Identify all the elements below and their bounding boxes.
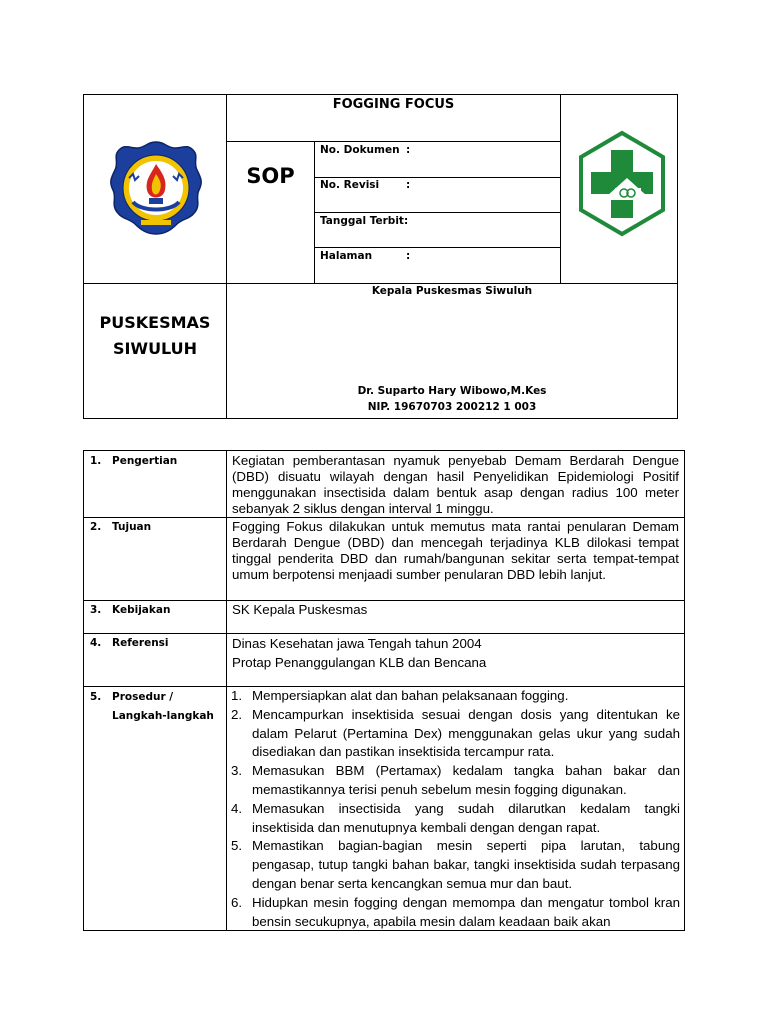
step-text: Hidupkan mesin fogging dengan memompa dan mengatur tombol kran bensin secukupnya, apabila mesin dalam keadaan baik akan xyxy=(252,894,680,929)
meta-label: Tanggal Terbit xyxy=(320,215,404,227)
step-number: 2. xyxy=(231,706,243,722)
step-number: 1. xyxy=(231,688,243,703)
org-name xyxy=(84,310,226,366)
row-label-prosedur xyxy=(90,688,224,726)
referensi-line2: Protap Penanggulangan KLB dan Bencana xyxy=(232,655,487,670)
step-text: Memastikan bagian-bagian mesin seperti pipa larutan, tabung pengasap, tutup tangki bahan bakar, tangki insektisida sudah terpasang dengan benar serta kencangkan semua mur dan baut. xyxy=(252,838,680,891)
org-name-line2: SIWULUH xyxy=(112,339,198,358)
list-item xyxy=(231,687,680,706)
row-label-referensi xyxy=(90,634,224,653)
step-text: Memasukan insectisida yang sudah dilarutkan kedalam tangki insektisida dan menutupnya kembali dengan dengan rapat. xyxy=(252,800,680,835)
tujuan-text: Fogging Fokus dilakukan untuk memutus mata rantai penularan Demam Berdarah Dengue (DBD) dan mencegah terjadinya KLB dilokasi tempat tinggal penderita DBD dan rumah/bangunan sekitar serta tempat-tempat umum berpotensi menjaadi sumber penularan DBD lebih lanjut. xyxy=(232,519,679,582)
pengertian-text: Kegiatan pemberantasan nyamuk penyebab Demam Berdarah Dengue (DBD) disuatu wilayah dengan hasil Penyelidikan Epidemiologi Positif menggunakan insectisida dalam bentuk asap dengan radius 100 meter sebanyak 2 siklus dengan interval 1 minggu. xyxy=(232,453,679,516)
approver-title: Kepala Puskesmas Siwuluh xyxy=(371,285,533,297)
kebijakan-text: SK Kepala Puskesmas xyxy=(232,602,368,617)
row-label: Kebijakan xyxy=(112,604,171,616)
list-item xyxy=(231,837,680,893)
list-item xyxy=(231,706,680,762)
approver-nip: NIP. 19670703 200212 1 003 xyxy=(367,401,537,413)
row-label-line2: Langkah-langkah xyxy=(112,710,214,722)
puskesmas-logo xyxy=(577,130,667,238)
meta-label: Halaman xyxy=(320,250,373,262)
meta-tanggal-terbit xyxy=(320,215,555,231)
meta-no-revisi xyxy=(320,179,555,195)
row-number: 3. xyxy=(90,604,102,616)
meta-value: : xyxy=(406,144,411,156)
list-item xyxy=(231,894,680,929)
sop-label: SOP xyxy=(246,164,295,188)
prosedur-steps xyxy=(231,687,680,929)
step-number: 6. xyxy=(231,894,243,910)
step-number: 3. xyxy=(231,763,243,779)
row-label-tujuan xyxy=(90,518,224,537)
list-item xyxy=(231,762,680,800)
meta-label: No. Revisi xyxy=(320,179,380,191)
meta-value: : xyxy=(406,250,411,262)
step-text: Mencampurkan insektisida sesuai dengan dosis yang ditentukan ke dalam Pelarut (Pertamina Dex) menggunakan gelas ukur yang sudah disediakan dan pastikan insektisida tercampur rata. xyxy=(252,706,680,760)
row-number: 2. xyxy=(90,521,102,533)
row-label: Referensi xyxy=(112,637,169,649)
row-label-line1: Prosedur / xyxy=(112,691,174,703)
row-label-pengertian xyxy=(90,452,224,471)
step-number: 5. xyxy=(231,838,243,854)
document-title: FOGGING FOCUS xyxy=(332,97,455,112)
list-item xyxy=(231,800,680,838)
meta-label: No. Dokumen xyxy=(320,144,400,156)
referensi-line1: Dinas Kesehatan jawa Tengah tahun 2004 xyxy=(232,636,482,651)
step-text: Mempersiapkan alat dan bahan pelaksanaan fogging. xyxy=(252,688,569,703)
row-label: Pengertian xyxy=(112,455,178,467)
regency-emblem-logo xyxy=(107,138,205,238)
org-name-line1: PUSKESMAS xyxy=(99,313,211,332)
meta-value: : xyxy=(404,215,409,227)
meta-no-dokumen xyxy=(320,144,555,160)
meta-value: : xyxy=(406,179,411,191)
prosedur-steps-clip xyxy=(231,687,680,929)
step-text: Memasukan BBM (Pertamax) kedalam tangka bahan bakar dan memastikannya terisi penuh sebelum mesin fogging digunakan. xyxy=(252,763,680,797)
meta-halaman xyxy=(320,250,555,266)
approver-name: Dr. Suparto Hary Wibowo,M.Kes xyxy=(357,385,547,397)
row-label: Tujuan xyxy=(112,521,152,533)
row-number: 4. xyxy=(90,637,102,649)
row-number: 1. xyxy=(90,455,102,467)
step-number: 4. xyxy=(231,800,243,816)
row-label-kebijakan xyxy=(90,601,224,620)
row-number: 5. xyxy=(90,691,102,703)
